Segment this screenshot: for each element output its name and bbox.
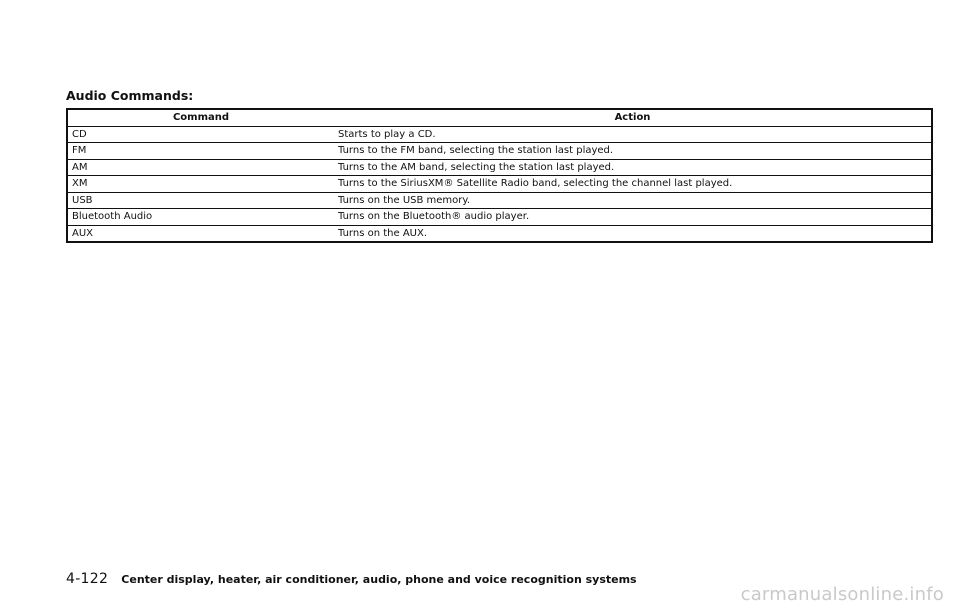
table-header-row	[67, 109, 932, 126]
action-cell: Turns to the AM band, selecting the station last played.	[334, 159, 932, 176]
section-title: Audio Commands:	[66, 88, 194, 103]
action-cell: Turns to the FM band, selecting the station last played.	[334, 143, 932, 160]
table-row	[67, 225, 932, 242]
column-header-action: Action	[334, 109, 932, 126]
page-number: 4-122	[66, 571, 109, 587]
command-cell: XM	[67, 176, 334, 193]
command-cell: CD	[67, 126, 334, 143]
action-cell: Starts to play a CD.	[334, 126, 932, 143]
table-row	[67, 143, 932, 160]
command-cell: USB	[67, 192, 334, 209]
table-row	[67, 209, 932, 226]
action-cell: Turns on the AUX.	[338, 227, 428, 239]
command-cell: AM	[67, 159, 334, 176]
table-row	[67, 192, 932, 209]
table-row	[67, 126, 932, 143]
action-cell: Turns on the USB memory.	[334, 192, 932, 209]
audio-commands-table	[66, 108, 933, 243]
command-cell: FM	[67, 143, 334, 160]
footer-chapter-title: Center display, heater, air conditioner, audio, phone and voice recognition systems	[121, 573, 637, 586]
command-cell: AUX	[72, 227, 94, 239]
column-header-command: Command	[67, 109, 334, 126]
table-row	[67, 159, 932, 176]
action-cell: Turns to the SiriusXM® Satellite Radio band, selecting the channel last played.	[334, 176, 932, 193]
page-footer	[66, 568, 637, 587]
watermark-text: carmanualsonline.info	[740, 584, 944, 605]
action-cell: Turns on the Bluetooth® audio player.	[334, 209, 932, 226]
table-row	[67, 176, 932, 193]
command-cell: Bluetooth Audio	[67, 209, 334, 226]
